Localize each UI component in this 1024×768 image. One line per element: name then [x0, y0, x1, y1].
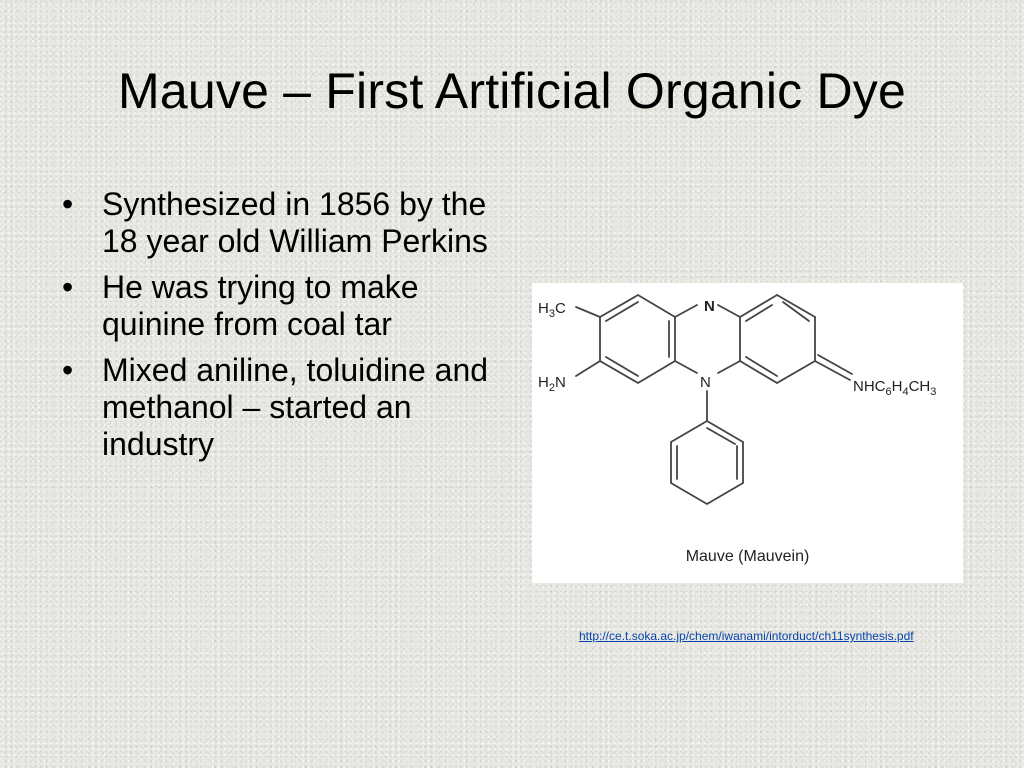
slide-title: Mauve – First Artificial Organic Dye: [118, 63, 906, 119]
label-n-center: N: [700, 374, 711, 391]
bullet-list: [62, 186, 507, 472]
mauve-structure-diagram: [532, 283, 963, 543]
bullet-item: • Mixed aniline, toluidine and methanol – started an industry: [62, 352, 507, 463]
mauve-structure-figure: [532, 283, 963, 583]
source-link[interactable]: http://ce.t.soka.ac.jp/chem/iwanami/intorduct/ch11synthesis.pdf: [579, 629, 914, 643]
figure-caption: Mauve (Mauvein): [685, 548, 810, 565]
label-n-top: N: [704, 298, 715, 315]
bullet-item: • Synthesized in 1856 by the 18 year old William Perkins: [62, 186, 507, 260]
label-nhc6h4ch3: $NHC_6H_4CH_3$: [853, 378, 937, 398]
label-h3c: $H_3C$: [538, 300, 566, 320]
bullet-item: • He was trying to make quinine from coal tar: [62, 269, 507, 343]
label-h2n: $H_2N$: [538, 374, 566, 394]
